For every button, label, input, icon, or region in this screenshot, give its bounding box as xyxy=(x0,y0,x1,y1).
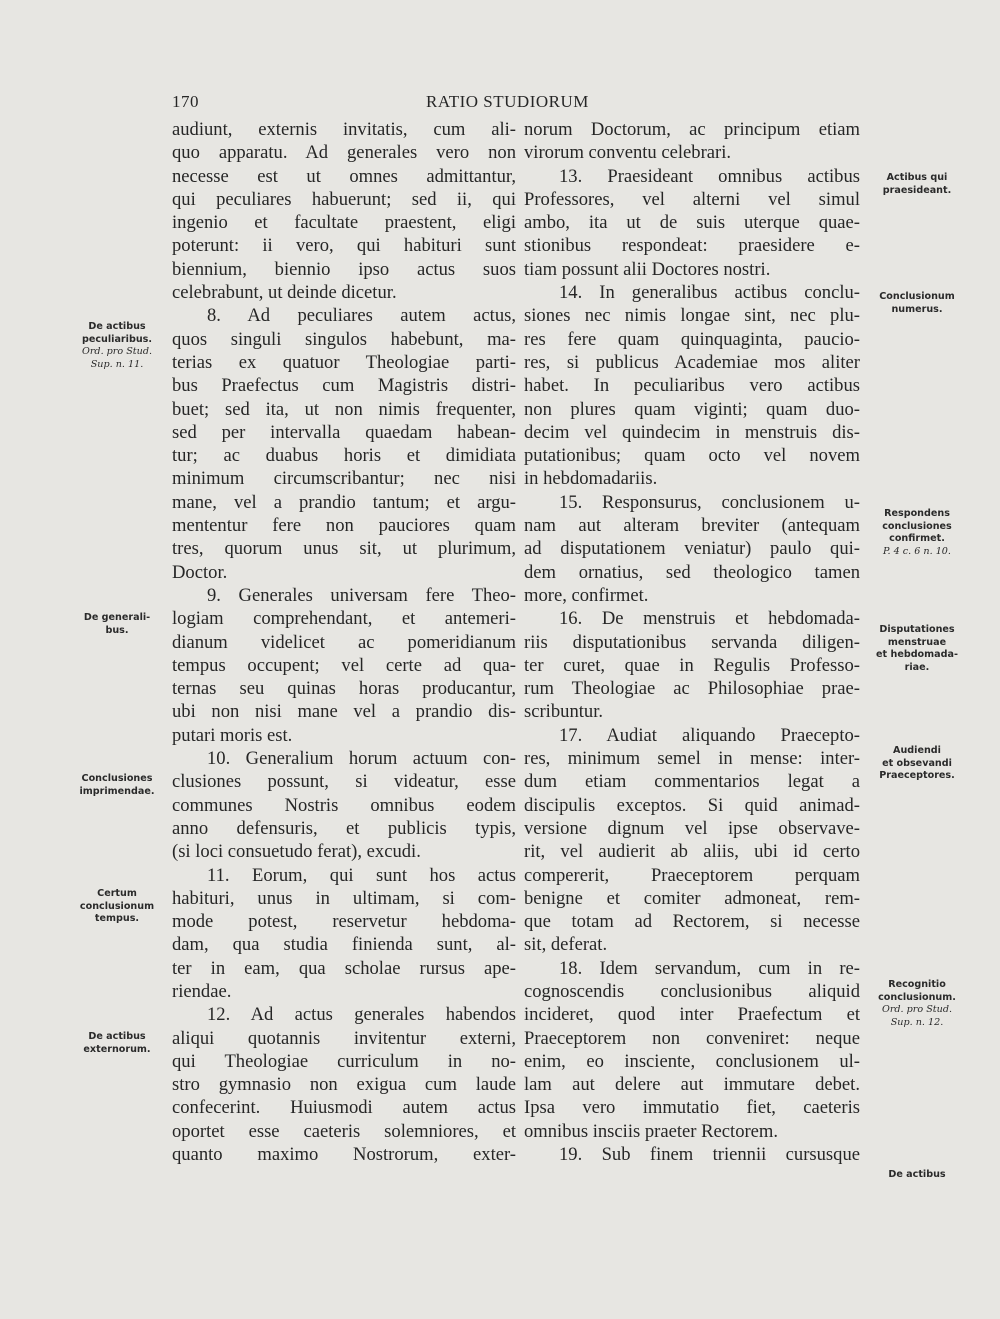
text-line: enim, eo insciente, conclusionem ul- xyxy=(524,1050,860,1072)
text-line: discipulis exceptos. Si quid animad- xyxy=(524,794,860,816)
text-line: virorum conventu celebrari. xyxy=(524,142,732,164)
margin-note xyxy=(80,888,154,926)
text-line: ternas seu quinas horas producantur, xyxy=(172,678,516,700)
text-line: non plures quam viginti; quam duo- xyxy=(524,398,860,420)
text-line: 18. Idem servandum, cum in re- xyxy=(559,957,860,979)
margin-note-line: Sup. n. 12. xyxy=(890,1016,944,1028)
margin-note-line: peculiaribus. xyxy=(81,333,153,345)
margin-note xyxy=(84,612,150,637)
page-number: 170 xyxy=(172,92,199,111)
text-line: dam, qua studia finienda sunt, al- xyxy=(172,934,516,956)
text-line: tempus occupent; vel certe ad qua- xyxy=(172,654,516,676)
text-line: 9. Generales universam fere Theo- xyxy=(207,584,516,606)
margin-note-line: tempus. xyxy=(94,913,140,924)
running-title: RATIO STUDIORUM xyxy=(426,92,589,111)
text-line: ter in eam, qua scholae rursus ape- xyxy=(172,957,516,979)
margin-note-line: externorum. xyxy=(83,1043,151,1055)
text-line: habet. In peculiaribus vero actibus xyxy=(524,375,860,397)
text-line: benigne et comiter admoneat, rem- xyxy=(524,887,860,909)
text-line: 11. Eorum, qui sunt hos actus xyxy=(207,864,516,886)
margin-note xyxy=(82,321,152,371)
margin-note-line: numerus. xyxy=(891,303,943,315)
text-line: communes Nostris omnibus eodem xyxy=(172,794,516,816)
text-line: 19. Sub finem triennii cursusque xyxy=(559,1144,860,1166)
margin-note-line: et obsevandi xyxy=(882,757,952,769)
margin-note-line: P. 4 c. 6 n. 10. xyxy=(883,545,951,557)
margin-note-line: Recognitio xyxy=(888,979,946,990)
margin-note xyxy=(876,624,958,674)
text-line: rum Theologiae ac Philosophiae prae- xyxy=(524,678,860,700)
margin-note-line: Sup. n. 11. xyxy=(90,358,144,370)
text-line: mententur fere non pauciores quam xyxy=(172,515,516,537)
margin-note-line: confirmet. xyxy=(889,533,945,544)
text-line: ter curet, quae in Regulis Professo- xyxy=(524,654,860,676)
text-line: aliqui quotannis invitentur externi, xyxy=(172,1027,516,1049)
right-text-column xyxy=(524,118,860,1166)
text-line: 12. Ad actus generales habendos xyxy=(207,1004,516,1026)
text-line: (si loci consuetudo ferat), excudi. xyxy=(172,841,421,863)
text-line: minimum circumscribantur; nec nisi xyxy=(172,468,516,490)
margin-note xyxy=(883,172,952,197)
text-line: celebrabunt, ut deinde dicetur. xyxy=(172,282,397,304)
text-line: riendae. xyxy=(172,980,232,1002)
text-line: dum etiam commentarios legat a xyxy=(524,771,860,793)
margin-note-line: Respondens xyxy=(884,508,950,519)
margin-note-line: praesideant. xyxy=(882,184,952,196)
margin-note-line: Certum xyxy=(97,888,137,899)
margin-note-line: bus. xyxy=(105,624,129,636)
text-line: tres, quorum unus sit, ut plurimum, xyxy=(172,538,516,560)
page-header xyxy=(172,92,858,114)
margin-note-line: De generali- xyxy=(83,612,151,623)
text-line: poterunt: ii vero, qui habituri sunt xyxy=(172,235,516,257)
text-line: ambo, ita ut de suis uterque quae- xyxy=(524,212,860,234)
margin-note-line: Ord. pro Stud. xyxy=(881,1004,953,1015)
margin-note xyxy=(80,773,155,798)
text-line: biennium, biennio ipso actus suos xyxy=(172,258,516,280)
margin-note-line: Conclusionum xyxy=(879,291,955,302)
margin-note-line: Disputationes xyxy=(879,624,955,635)
text-line: cognoscendis conclusionibus aliquid xyxy=(524,980,860,1002)
text-line: Professores, vel alterni vel simul xyxy=(524,188,860,210)
text-line: compererit, Praeceptorem perquam xyxy=(524,864,860,886)
text-line: logiam comprehendant, et antemeri- xyxy=(172,608,516,630)
text-line: stionibus respondeat: praesidere e- xyxy=(524,235,860,257)
text-line: 8. Ad peculiares autem actus, xyxy=(207,305,516,327)
text-line: 13. Praesideant omnibus actibus xyxy=(559,165,860,187)
text-line: Praeceptorem non conveniret: neque xyxy=(524,1027,860,1049)
text-line: buet; sed ita, ut non nimis frequenter, xyxy=(172,398,516,420)
margin-note-line: Praeceptores. xyxy=(879,770,955,781)
text-line: oportet esse caeteris solemniores, et xyxy=(172,1120,516,1142)
text-line: 16. De menstruis et hebdomada- xyxy=(559,608,860,630)
text-line: terias ex quatuor Theologiae parti- xyxy=(172,351,516,373)
text-line: more, confirmet. xyxy=(524,584,649,606)
text-line: Ipsa vero immutatio fiet, caeteris xyxy=(524,1097,860,1119)
text-line: bus Praefectus cum Magistris distri- xyxy=(172,375,516,397)
text-line: que totam ad Rectorem, si necesse xyxy=(524,911,860,933)
text-line: rit, vel audierit ab aliis, ubi id certo xyxy=(524,841,860,863)
margin-note xyxy=(888,1169,945,1182)
text-line: res, minimum semel in mense: inter- xyxy=(524,748,860,770)
text-line: ad disputationem veniatur) paulo qui- xyxy=(524,538,860,560)
margin-note-line: Conclusiones xyxy=(81,773,153,784)
text-line: audiunt, externis invitatis, cum ali- xyxy=(172,119,516,140)
margin-note xyxy=(882,508,952,558)
margin-note xyxy=(878,979,956,1029)
margin-note-line: et hebdomada- xyxy=(876,649,958,660)
margin-note xyxy=(879,291,955,316)
text-line: quanto maximo Nostrorum, exter- xyxy=(172,1144,516,1166)
text-line: habituri, unus in ultimam, si com- xyxy=(172,887,516,909)
text-line: mane, vel a prandio tantum; et argu- xyxy=(172,491,516,513)
text-line: 14. In generalibus actibus conclu- xyxy=(559,282,860,304)
text-line: tur; ac duabus horis et dimidiata xyxy=(172,445,516,467)
text-line: anno defensuris, et publicis typis, xyxy=(172,817,516,839)
text-line: res, si publicus Academiae mos aliter xyxy=(524,351,860,373)
text-line: decim vel quindecim in menstruis dis- xyxy=(524,421,860,443)
text-line: 17. Audiat aliquando Praecepto- xyxy=(559,724,860,746)
margin-note-line: menstruae xyxy=(887,636,947,648)
margin-note-line: conclusiones xyxy=(882,520,952,532)
margin-note-line: imprimendae. xyxy=(79,785,155,797)
text-line: incideret, quod inter Praefectum et xyxy=(524,1004,860,1026)
margin-note-line: De actibus xyxy=(88,1031,146,1042)
margin-note-line: De actibus xyxy=(888,1169,946,1180)
text-line: res fere quam quinquaginta, paucio- xyxy=(524,328,860,350)
text-line: lam aut delere aut immutare debet. xyxy=(524,1074,860,1096)
text-line: putationibus; quam octo vel novem xyxy=(524,445,860,467)
text-line: nam aut alteram breviter (antequam xyxy=(524,515,860,537)
text-line: quo apparatu. Ad generales vero non xyxy=(172,142,516,164)
text-line: dem ornatius, sed theologico tamen xyxy=(524,561,860,583)
text-line: norum Doctorum, ac principum etiam xyxy=(524,119,860,140)
margin-note-line: riae. xyxy=(904,661,930,673)
text-line: dianum videlicet ac pomeridianum xyxy=(172,631,516,653)
text-line: confecerint. Huiusmodi autem actus xyxy=(172,1097,516,1119)
margin-note-line: conclusionum xyxy=(79,900,155,912)
margin-note-line: De actibus xyxy=(88,321,146,332)
text-line: stro gymnasio non exigua cum laude xyxy=(172,1074,516,1096)
text-line: 15. Responsurus, conclusionem u- xyxy=(559,491,860,513)
text-line: necesse est ut omnes admittantur, xyxy=(172,165,516,187)
text-line: tiam possunt alii Doctores nostri. xyxy=(524,258,771,280)
text-line: riis disputationibus servanda diligen- xyxy=(524,631,860,653)
text-line: siones nec nimis longae sint, nec plu- xyxy=(524,305,860,327)
text-line: qui Theologiae curriculum in no- xyxy=(172,1050,516,1072)
text-line: ingenio et facultate praestent, eligi xyxy=(172,212,516,234)
text-line: versione dignum vel ipse observave- xyxy=(524,817,860,839)
text-line: omnibus insciis praeter Rectorem. xyxy=(524,1120,779,1142)
text-line: in hebdomadariis. xyxy=(524,468,658,490)
margin-note-line: Actibus qui xyxy=(886,172,948,183)
text-line: quos singuli singulos habebunt, ma- xyxy=(172,328,516,350)
text-line: scribuntur. xyxy=(524,701,604,723)
left-text-column xyxy=(172,118,516,1166)
text-line: sit, deferat. xyxy=(524,934,608,956)
text-line: sed per intervalla quaedam habean- xyxy=(172,421,516,443)
text-line: qui peculiares habuerunt; sed ii, qui xyxy=(172,188,516,210)
margin-note xyxy=(879,745,955,783)
text-line: clusiones possunt, si videatur, esse xyxy=(172,771,516,793)
margin-note xyxy=(83,1031,150,1056)
text-line: Doctor. xyxy=(172,561,228,583)
text-line: ubi non nisi mane vel a prandio dis- xyxy=(172,701,516,723)
text-line: mode potest, reservetur hebdoma- xyxy=(172,911,516,933)
margin-note-line: conclusionum. xyxy=(878,991,956,1003)
margin-note-line: Ord. pro Stud. xyxy=(81,346,153,357)
text-line: putari moris est. xyxy=(172,724,293,746)
text-line: 10. Generalium horum actuum con- xyxy=(207,748,516,770)
margin-note-line: Audiendi xyxy=(893,745,941,756)
